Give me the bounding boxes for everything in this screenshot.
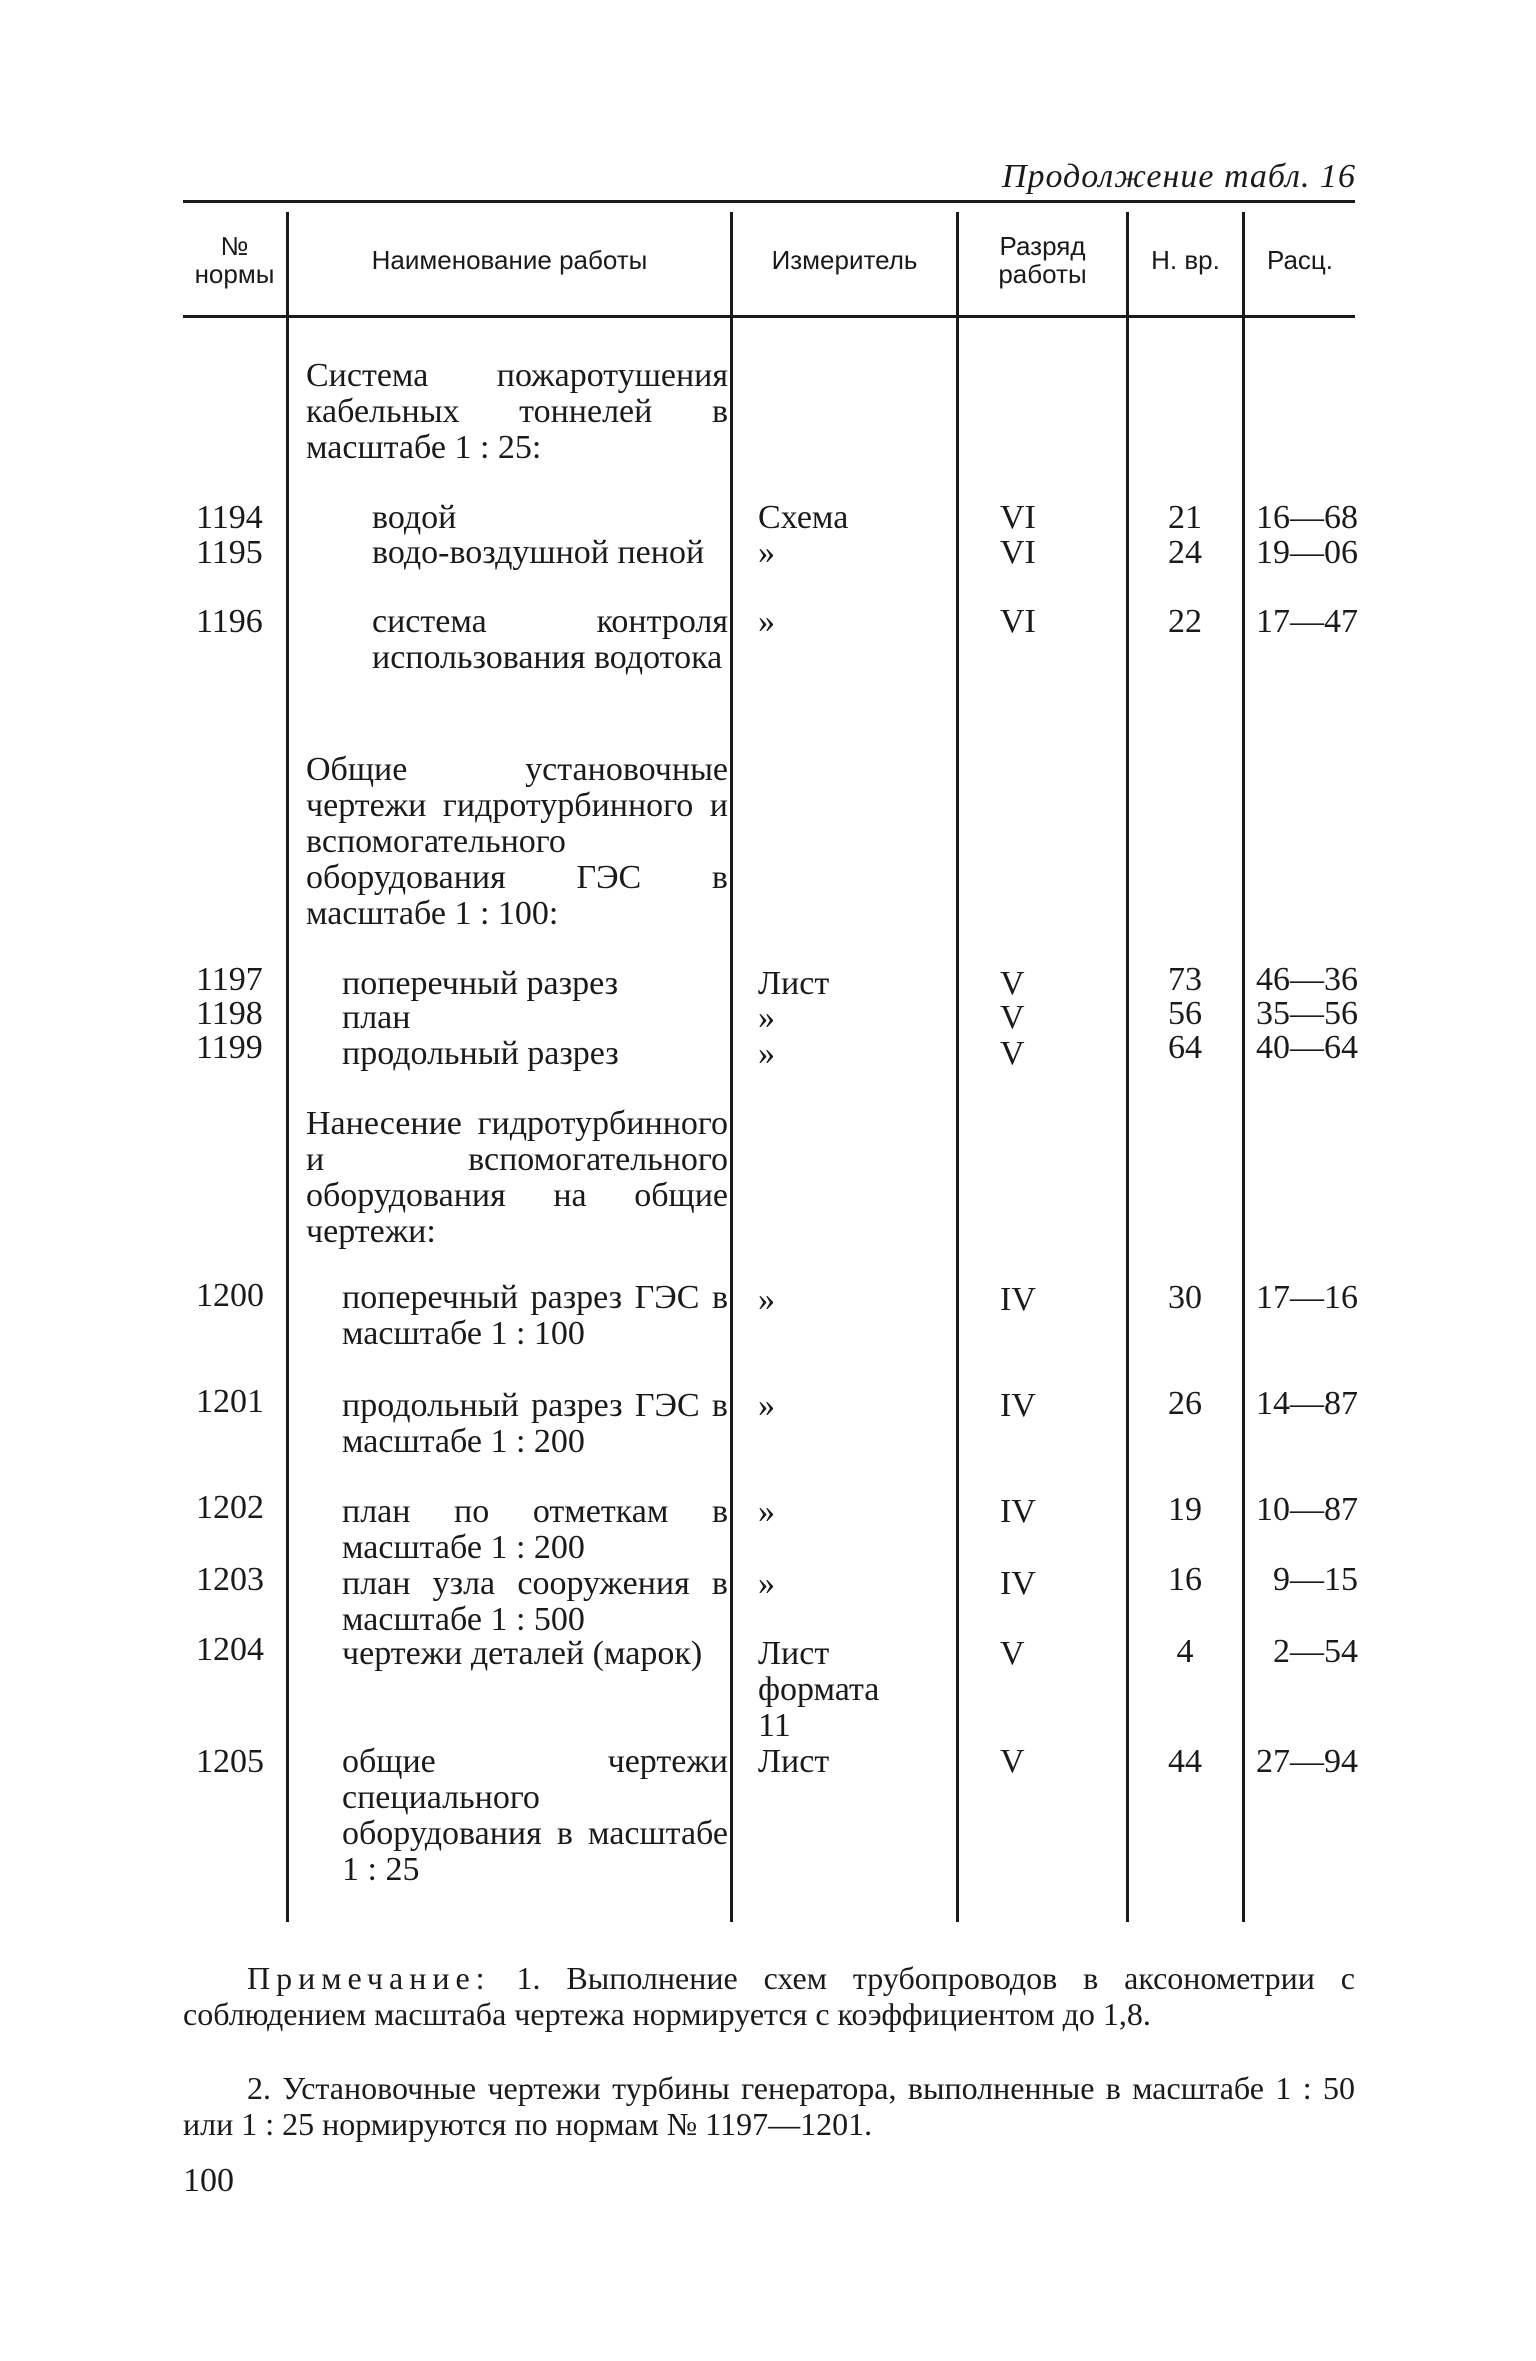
header-hours: Н. вр. bbox=[1151, 245, 1220, 275]
row-rate: 40—64 bbox=[1256, 1029, 1358, 1066]
row-unit: » bbox=[758, 603, 775, 640]
header-rate: Расц. bbox=[1266, 245, 1334, 275]
column-divider bbox=[1242, 212, 1245, 1922]
row-grade: V bbox=[1000, 1743, 1025, 1780]
footnote-2: 2. Установочные чертежи турбины генератора, выполненные в масштабе 1 : 50 или 1 : 25 нормируются по нормам № 1197—1201. bbox=[183, 2070, 1355, 2142]
row-name: водой bbox=[372, 499, 457, 536]
row-unit: » bbox=[758, 1035, 775, 1072]
row-num: 1199 bbox=[196, 1029, 263, 1066]
header-grade: Разряд работы bbox=[998, 231, 1087, 289]
row-rate: 17—47 bbox=[1256, 603, 1358, 640]
header-name: Наименование работы bbox=[371, 245, 648, 275]
row-num: 1198 bbox=[196, 995, 263, 1032]
row-name: план по отметкам в масштабе 1 : 200 bbox=[342, 1493, 728, 1566]
row-unit: » bbox=[758, 1565, 775, 1602]
row-unit: » bbox=[758, 1387, 775, 1424]
row-grade: VI bbox=[1000, 534, 1036, 571]
row-rate: 19—06 bbox=[1256, 534, 1358, 571]
row-grade: V bbox=[1000, 999, 1025, 1036]
row-rate: 35—56 bbox=[1256, 995, 1358, 1032]
row-grade: IV bbox=[1000, 1565, 1036, 1602]
row-rate: 2—54 bbox=[1273, 1633, 1358, 1670]
row-name: поперечный разрез ГЭС в масштабе 1 : 100 bbox=[342, 1279, 728, 1352]
row-num: 1195 bbox=[196, 534, 263, 571]
footnote-1 bbox=[183, 1960, 1355, 2032]
row-name: поперечный разрез bbox=[342, 965, 619, 1002]
header-unit: Измеритель bbox=[771, 245, 918, 275]
row-hours: 22 bbox=[1168, 603, 1202, 640]
row-name: продольный разрез bbox=[342, 1035, 619, 1072]
table-top-rule bbox=[183, 200, 1355, 203]
row-num: 1204 bbox=[196, 1631, 264, 1668]
row-grade: IV bbox=[1000, 1281, 1036, 1318]
column-divider bbox=[286, 212, 289, 1922]
row-num: 1196 bbox=[196, 603, 263, 640]
table-caption: Продолжение табл. 16 bbox=[1001, 158, 1356, 195]
section-heading: Нанесение гидротурбинного и вспомогательного оборудования на общие чертежи: bbox=[306, 1105, 728, 1250]
row-unit: Лист bbox=[758, 965, 830, 1002]
row-hours: 64 bbox=[1168, 1029, 1202, 1066]
row-num: 1201 bbox=[196, 1383, 264, 1420]
row-hours: 73 bbox=[1168, 961, 1202, 998]
row-unit: » bbox=[758, 534, 775, 571]
row-unit: Лист bbox=[758, 1743, 830, 1780]
row-rate: 14—87 bbox=[1256, 1385, 1358, 1422]
row-hours: 4 bbox=[1176, 1633, 1194, 1670]
row-rate: 10—87 bbox=[1256, 1491, 1358, 1528]
row-unit: » bbox=[758, 999, 775, 1036]
row-name: водо-воздушной пеной bbox=[372, 534, 705, 571]
section-heading: Система пожаротушения кабельных тоннелей в масштабе 1 : 25: bbox=[306, 357, 728, 466]
column-divider bbox=[1126, 212, 1129, 1922]
section-heading: Общие установочные чертежи гидротурбинного и вспомогательного оборудования ГЭС в масштабе 1 : 100: bbox=[306, 751, 728, 932]
row-rate: 16—68 bbox=[1256, 499, 1358, 536]
header-num: № нормы bbox=[194, 231, 275, 289]
row-hours: 21 bbox=[1168, 499, 1202, 536]
row-grade: V bbox=[1000, 1635, 1025, 1672]
row-hours: 26 bbox=[1168, 1385, 1202, 1422]
row-num: 1200 bbox=[196, 1277, 264, 1314]
row-unit: Схема bbox=[758, 499, 849, 536]
row-grade: VI bbox=[1000, 603, 1036, 640]
row-num: 1202 bbox=[196, 1489, 264, 1526]
row-hours: 30 bbox=[1168, 1279, 1202, 1316]
column-divider bbox=[730, 212, 733, 1922]
row-hours: 24 bbox=[1168, 534, 1202, 571]
row-hours: 16 bbox=[1168, 1561, 1202, 1598]
row-num: 1205 bbox=[196, 1743, 264, 1780]
page-number: 100 bbox=[183, 2162, 234, 2199]
row-rate: 46—36 bbox=[1256, 961, 1358, 998]
footnote-label: Примечание: bbox=[247, 1960, 491, 1996]
row-grade: IV bbox=[1000, 1387, 1036, 1424]
row-hours: 19 bbox=[1168, 1491, 1202, 1528]
row-grade: IV bbox=[1000, 1493, 1036, 1530]
row-num: 1203 bbox=[196, 1561, 264, 1598]
row-num: 1197 bbox=[196, 961, 263, 998]
row-unit: » bbox=[758, 1281, 775, 1318]
footnote-text: 1. Выполнение схем трубопроводов в аксонометрии с соблюдением масштаба чертежа нормируется с коэффициентом до 1,8. bbox=[183, 1960, 1356, 2032]
row-rate: 17—16 bbox=[1256, 1279, 1358, 1316]
row-unit: » bbox=[758, 1493, 775, 1530]
table-header-rule bbox=[183, 315, 1355, 318]
row-hours: 56 bbox=[1168, 995, 1202, 1032]
row-grade: V bbox=[1000, 1035, 1025, 1072]
column-divider bbox=[956, 212, 959, 1922]
row-name: общие чертежи специального оборудования в масштабе 1 : 25 bbox=[342, 1743, 728, 1888]
row-hours: 44 bbox=[1168, 1743, 1202, 1780]
row-name: план bbox=[342, 999, 411, 1036]
row-grade: VI bbox=[1000, 499, 1036, 536]
row-name: план узла сооружения в масштабе 1 : 500 bbox=[342, 1565, 728, 1638]
row-name: чертежи деталей (марок) bbox=[342, 1635, 703, 1672]
row-rate: 27—94 bbox=[1256, 1743, 1358, 1780]
row-grade: V bbox=[1000, 965, 1025, 1002]
row-rate: 9—15 bbox=[1273, 1561, 1358, 1598]
row-num: 1194 bbox=[196, 499, 263, 536]
row-unit: Лист формата 11 bbox=[758, 1635, 880, 1744]
row-name: система контроля использования водотока bbox=[372, 603, 728, 676]
row-name: продольный разрез ГЭС в масштабе 1 : 200 bbox=[342, 1387, 728, 1460]
